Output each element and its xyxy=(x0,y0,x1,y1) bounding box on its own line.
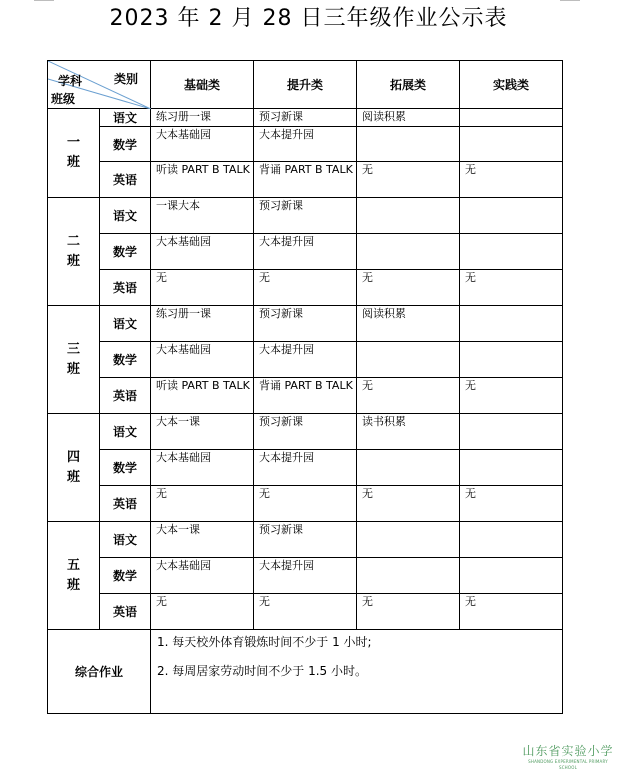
summary-note: 2. 每周居家劳动时间不少于 1.5 小时。 xyxy=(157,664,367,678)
homework-text: 无 xyxy=(465,379,476,392)
homework-cell xyxy=(151,486,254,522)
homework-cell xyxy=(254,594,357,630)
homework-cell xyxy=(460,270,563,306)
homework-text xyxy=(460,306,562,307)
homework-cell xyxy=(460,378,563,414)
homework-cell xyxy=(460,558,563,594)
subject-cell: 数学 xyxy=(100,342,151,378)
table-row xyxy=(48,342,563,378)
homework-text: 一课大本 xyxy=(156,199,200,212)
column-header: 提升类 xyxy=(254,61,357,109)
homework-cell xyxy=(254,234,357,270)
homework-text: 无 xyxy=(465,271,476,284)
table-row xyxy=(48,306,563,342)
homework-text: 大本基础园 xyxy=(156,235,211,248)
homework-text xyxy=(460,109,562,110)
subject-cell: 英语 xyxy=(100,486,151,522)
subject-cell: 数学 xyxy=(100,558,151,594)
summary-row xyxy=(48,630,563,714)
corner-category-label: 类别 xyxy=(113,72,138,86)
homework-cell xyxy=(460,342,563,378)
table-row xyxy=(48,198,563,234)
homework-text xyxy=(357,450,459,451)
homework-cell xyxy=(254,486,357,522)
homework-cell xyxy=(151,306,254,342)
homework-text: 无 xyxy=(362,271,373,284)
homework-text: 无 xyxy=(259,487,270,500)
homework-text: 大本基础园 xyxy=(156,343,211,356)
homework-text xyxy=(357,342,459,343)
table-row xyxy=(48,234,563,270)
table-row xyxy=(48,450,563,486)
homework-cell xyxy=(254,270,357,306)
corner-cell xyxy=(48,61,151,109)
homework-text: 无 xyxy=(465,163,476,176)
homework-text: 大本一课 xyxy=(156,415,200,428)
column-header: 实践类 xyxy=(460,61,563,109)
homework-cell xyxy=(357,522,460,558)
homework-cell xyxy=(254,342,357,378)
homework-text: 无 xyxy=(362,487,373,500)
homework-cell xyxy=(460,306,563,342)
subject-cell: 英语 xyxy=(100,162,151,198)
column-header: 拓展类 xyxy=(357,61,460,109)
homework-text xyxy=(357,234,459,235)
homework-cell xyxy=(151,342,254,378)
table-row xyxy=(48,594,563,630)
homework-text: 无 xyxy=(259,595,270,608)
table-row xyxy=(48,127,563,162)
homework-text xyxy=(460,522,562,523)
subject-cell: 语文 xyxy=(100,306,151,342)
homework-cell xyxy=(460,594,563,630)
class-cell: 二 班 xyxy=(48,198,100,306)
homework-text: 背诵 PART B TALK xyxy=(259,379,353,392)
summary-note: 1. 每天校外体育锻炼时间不少于 1 小时; xyxy=(157,635,372,649)
homework-cell xyxy=(254,558,357,594)
homework-cell xyxy=(151,162,254,198)
corner-subject-label: 学科 xyxy=(58,74,83,88)
homework-cell xyxy=(357,109,460,127)
school-logo-name: 山东省实验小学 xyxy=(522,744,614,758)
corner-class-label: 班级 xyxy=(51,92,76,106)
homework-text: 无 xyxy=(465,595,476,608)
homework-text: 无 xyxy=(156,487,167,500)
subject-cell: 语文 xyxy=(100,109,151,127)
homework-text xyxy=(460,450,562,451)
homework-text: 大本基础园 xyxy=(156,128,211,141)
homework-text: 练习册一课 xyxy=(156,307,211,320)
homework-cell xyxy=(460,522,563,558)
homework-text xyxy=(460,127,562,128)
homework-cell xyxy=(357,162,460,198)
homework-cell xyxy=(460,127,563,162)
homework-text xyxy=(357,522,459,523)
subject-cell: 数学 xyxy=(100,450,151,486)
homework-cell xyxy=(357,414,460,450)
homework-text: 大本基础园 xyxy=(156,451,211,464)
homework-cell xyxy=(357,594,460,630)
homework-text: 大本提升园 xyxy=(259,559,314,572)
homework-cell xyxy=(254,522,357,558)
page-title: 2023 年 2 月 28 日三年级作业公示表 xyxy=(109,6,508,31)
subject-cell: 英语 xyxy=(100,270,151,306)
homework-cell xyxy=(254,378,357,414)
homework-table xyxy=(47,60,563,714)
class-cell: 五 班 xyxy=(48,522,100,630)
homework-text xyxy=(357,127,459,128)
homework-cell xyxy=(357,198,460,234)
homework-cell xyxy=(357,270,460,306)
homework-text: 预习新课 xyxy=(259,199,303,212)
homework-cell xyxy=(254,306,357,342)
homework-text: 大本提升园 xyxy=(259,451,314,464)
homework-text xyxy=(357,198,459,199)
summary-label: 综合作业 xyxy=(48,630,151,714)
homework-cell xyxy=(151,450,254,486)
homework-text xyxy=(460,414,562,415)
top-rule-left xyxy=(34,0,54,1)
table-row xyxy=(48,414,563,450)
homework-cell xyxy=(254,162,357,198)
class-cell: 四 班 xyxy=(48,414,100,522)
homework-text: 大本一课 xyxy=(156,523,200,536)
homework-cell xyxy=(357,234,460,270)
homework-text: 预习新课 xyxy=(259,307,303,320)
homework-cell xyxy=(151,594,254,630)
homework-cell xyxy=(151,270,254,306)
summary-notes xyxy=(151,630,563,714)
homework-cell xyxy=(357,127,460,162)
homework-cell xyxy=(151,109,254,127)
class-cell: 一 班 xyxy=(48,109,100,198)
column-header: 基础类 xyxy=(151,61,254,109)
homework-cell xyxy=(151,414,254,450)
homework-cell xyxy=(357,378,460,414)
homework-text xyxy=(357,558,459,559)
homework-cell xyxy=(460,486,563,522)
homework-text: 无 xyxy=(362,163,373,176)
table-row xyxy=(48,270,563,306)
homework-text: 无 xyxy=(362,379,373,392)
homework-text xyxy=(460,234,562,235)
homework-text: 背诵 PART B TALK xyxy=(259,163,353,176)
homework-text: 阅读积累 xyxy=(362,110,406,123)
homework-cell xyxy=(151,378,254,414)
subject-cell: 语文 xyxy=(100,522,151,558)
subject-cell: 语文 xyxy=(100,198,151,234)
school-logo xyxy=(522,744,614,771)
homework-cell xyxy=(357,306,460,342)
homework-cell xyxy=(460,109,563,127)
homework-cell xyxy=(357,342,460,378)
homework-cell xyxy=(460,198,563,234)
table-row xyxy=(48,558,563,594)
school-logo-english: SHANDONG EXPERIMENTAL PRIMARY SCHOOL xyxy=(528,759,608,770)
homework-text: 无 xyxy=(362,595,373,608)
homework-text: 练习册一课 xyxy=(156,110,211,123)
homework-cell xyxy=(460,234,563,270)
homework-text: 无 xyxy=(465,487,476,500)
homework-cell xyxy=(357,558,460,594)
subject-cell: 数学 xyxy=(100,127,151,162)
table-row xyxy=(48,378,563,414)
homework-text: 无 xyxy=(259,271,270,284)
homework-text: 大本基础园 xyxy=(156,559,211,572)
homework-text: 读书积累 xyxy=(362,415,406,428)
homework-text: 阅读积累 xyxy=(362,307,406,320)
homework-text: 大本提升园 xyxy=(259,128,314,141)
homework-text: 预习新课 xyxy=(259,110,303,123)
homework-cell xyxy=(151,198,254,234)
homework-cell xyxy=(254,109,357,127)
table-row xyxy=(48,486,563,522)
homework-text: 听读 PART B TALK xyxy=(156,379,250,392)
homework-cell xyxy=(254,127,357,162)
homework-cell xyxy=(254,450,357,486)
homework-cell xyxy=(151,558,254,594)
homework-cell xyxy=(357,486,460,522)
homework-cell xyxy=(460,414,563,450)
homework-cell xyxy=(151,127,254,162)
homework-cell xyxy=(357,450,460,486)
homework-cell xyxy=(460,450,563,486)
subject-cell: 数学 xyxy=(100,234,151,270)
homework-text xyxy=(460,342,562,343)
homework-table-area xyxy=(47,60,562,713)
homework-cell xyxy=(151,522,254,558)
subject-cell: 语文 xyxy=(100,414,151,450)
table-row xyxy=(48,162,563,198)
homework-cell xyxy=(151,234,254,270)
class-cell: 三 班 xyxy=(48,306,100,414)
homework-text: 无 xyxy=(156,271,167,284)
homework-cell xyxy=(254,414,357,450)
homework-text: 无 xyxy=(156,595,167,608)
homework-text xyxy=(460,198,562,199)
top-rule-right xyxy=(560,0,580,1)
homework-text: 预习新课 xyxy=(259,415,303,428)
homework-cell xyxy=(254,198,357,234)
homework-text: 大本提升园 xyxy=(259,343,314,356)
homework-text: 预习新课 xyxy=(259,523,303,536)
homework-text: 听读 PART B TALK xyxy=(156,163,250,176)
header-row xyxy=(48,61,563,109)
homework-cell xyxy=(460,162,563,198)
homework-text: 大本提升园 xyxy=(259,235,314,248)
table-row xyxy=(48,522,563,558)
homework-text xyxy=(460,558,562,559)
subject-cell: 英语 xyxy=(100,378,151,414)
subject-cell: 英语 xyxy=(100,594,151,630)
table-row xyxy=(48,109,563,127)
